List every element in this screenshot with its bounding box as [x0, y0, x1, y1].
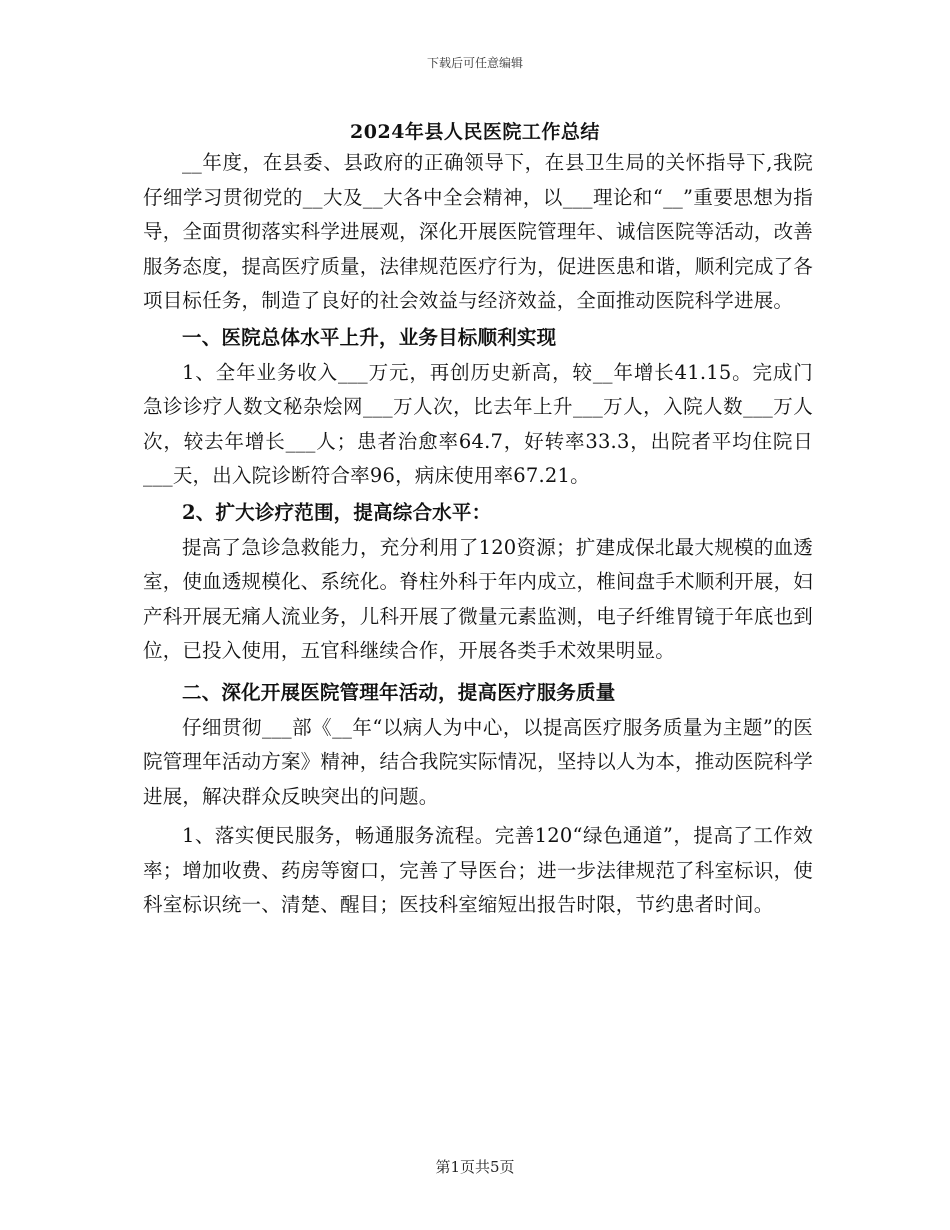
- paragraph-management: 仔细贯彻___部《__年“以病人为中心，以提高医疗服务质量为主题”的医院管理年活动方案》精神，结合我院实际情况，坚持以人为本，推动医院科学进展，解决群众反映突出的问题。: [143, 715, 813, 808]
- heading-subsection-2: 2、扩大诊疗范围，提高综合水平：: [182, 500, 492, 524]
- header-note: 下载后可任意编辑: [426, 56, 523, 70]
- paragraph-business: 1、全年业务收入___万元，再创历史新高，较__年增长41.15。完成门急诊诊疗人数文秘杂烩网___万人次，比去年上升___万人，入院人数___万人次，较去年增长___人；患者治愈率64.7，好转率33.3，出院者平均住院日___天，出入院诊断符合率96，病床使用率67.21。: [143, 360, 813, 488]
- heading-section-1: 一、医院总体水平上升，业务目标顺利实现: [182, 325, 557, 349]
- document-body: [143, 146, 813, 923]
- page-footer: 第1页共5页: [435, 1158, 515, 1176]
- heading-section-2: 二、深化开展医院管理年活动，提高医疗服务质量: [182, 680, 616, 704]
- paragraph-scope: 提高了急诊急救能力，充分利用了120资源；扩建成保北最大规模的血透室，使血透规模化、系统化。脊柱外科于年内成立，椎间盘手术顺利开展，妇产科开展无痛人流业务，儿科开展了微量元素监测，电子纤维胃镜于年底也到位，已投入使用，五官科继续合作，开展各类手术效果明显。: [143, 535, 813, 663]
- paragraph-service: 1、落实便民服务，畅通服务流程。完善120“绿色通道”，提高了工作效率；增加收费、药房等窗口，完善了导医台；进一步法律规范了科室标识，使科室标识统一、清楚、醒目；医技科室缩短出报告时限，节约患者时间。: [143, 824, 813, 917]
- paragraph-intro: __年度，在县委、县政府的正确领导下，在县卫生局的关怀指导下,我院仔细学习贯彻党的__大及__大各中全会精神，以___理论和“__”重要思想为指导，全面贯彻落实科学进展观，深化开展医院管理年、诚信医院等活动，改善服务态度，提高医疗质量，法律规范医疗行为，促进医患和谐，顺利完成了各项目标任务，制造了良好的社会效益与经济效益，全面推动医院科学进展。: [143, 151, 813, 313]
- document-title: 2024年县人民医院工作总结: [350, 121, 600, 143]
